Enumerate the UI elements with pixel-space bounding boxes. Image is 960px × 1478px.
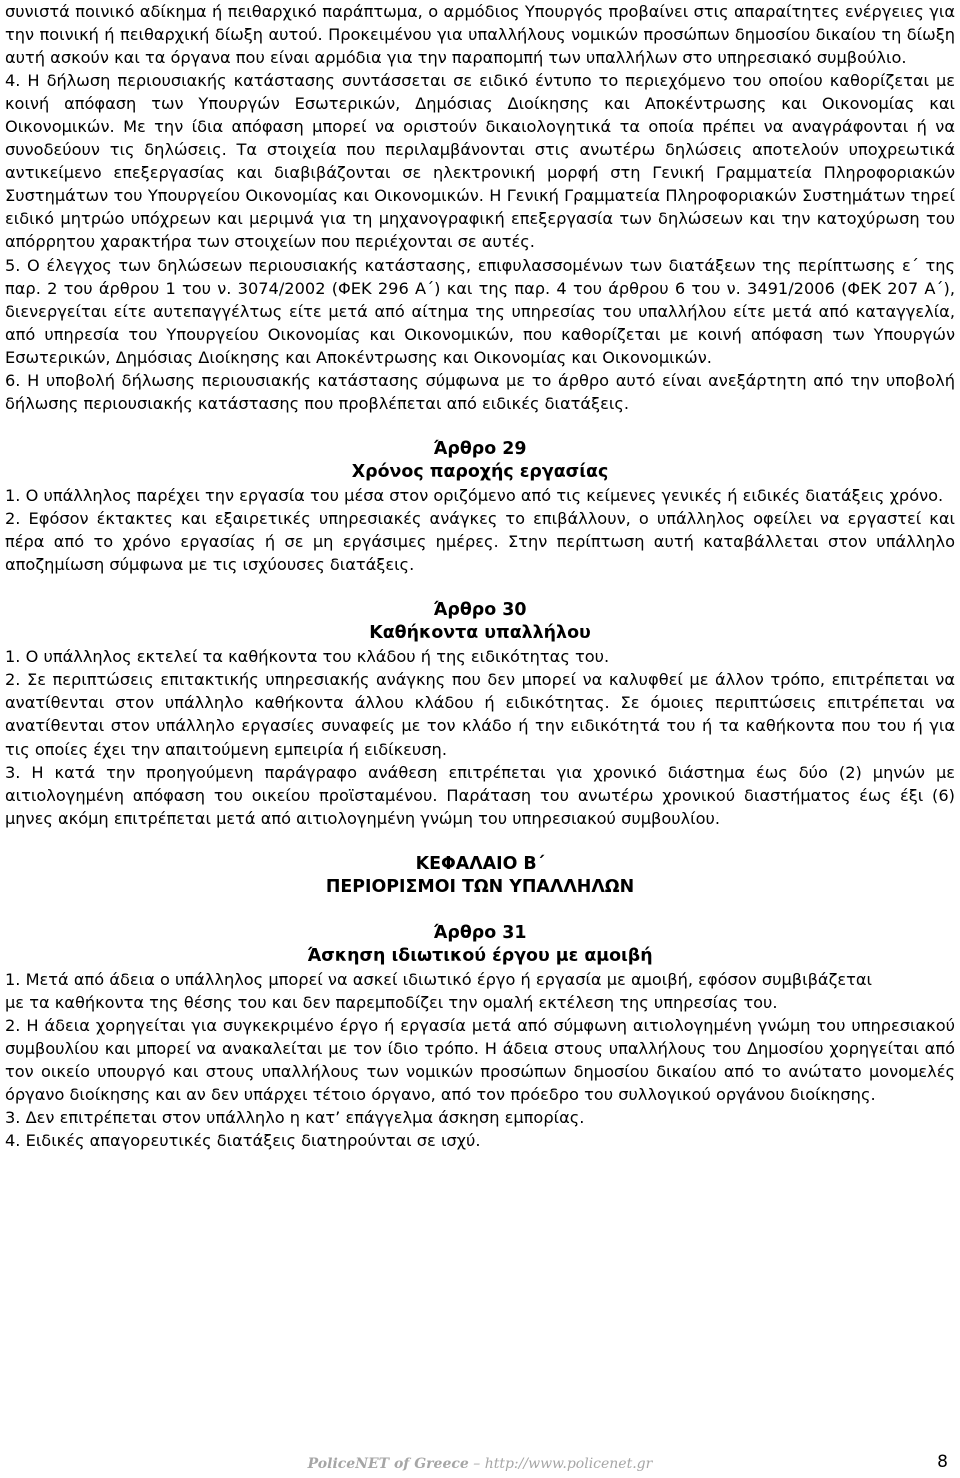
article-31-paragraph-1a: 1. Μετά από άδεια ο υπάλληλος μπορεί να ασκεί ιδιωτικό έργο ή εργασία με αμοιβή, εφόσον συμβιβάζεται	[5, 969, 873, 989]
article-31-paragraph-3: 3. Δεν επιτρέπεται στον υπάλληλο η κατ’ επάγγελμα άσκηση εμπορίας.	[5, 1108, 585, 1128]
paragraph-4: 4. Η δήλωση περιουσιακής κατάστασης συντάσσεται σε ειδικό έντυπο το περιεχόμενο του οποίου καθορίζεται με κοινή απόφαση των Υπουργών Εσωτερικών, Δημόσιας Διοίκησης και Αποκέντρωσης και Οικονομίας και Οικονομικών. Με την ίδια απόφαση μπορεί να οριστούν δικαιολογητικά τα οποία πρέπει να αναγράφονται ή να συνοδεύουν τις δηλώσεις. Τα στοιχεία που περιλαμβάνονται στις ανωτέρω δηλώσεις αποτελούν υποχρεωτικά αντικείμενο επεξεργασίας και διαβιβάζονται σε ηλεκτρονική μορφή στη Γενική Γραμματεία Πληροφοριακών Συστημάτων του Υπουργείου Οικονομίας και Οικονομικών. Η Γενική Γραμματεία Πληροφοριακών Συστημάτων τηρεί ειδικό μητρώο υπόχρεων και μεριμνά για τη μηχανογραφική επεξεργασία των δηλώσεων και την κατοχύρωση του απόρρητου χαρακτήρα των στοιχείων που περιέχονται σε αυτές.	[5, 71, 955, 252]
article-30-paragraph-2: 2. Σε περιπτώσεις επιτακτικής υπηρεσιακής ανάγκης που δεν μπορεί να καλυφθεί με άλλον τρόπο, επιτρέπεται να ανατίθενται στον υπάλληλο καθήκοντα άλλου κλάδου ή ειδικότητας. Σε όμοιες περιπτώσεις επιτρέπεται να ανατίθενται στον υπάλληλο εργασίες συναφείς με τον κλάδο ή την ειδικότητά του ή τα καθήκοντα που του ή για τις οποίες έχει την απαιτούμενη εμπειρία ή ειδίκευση.	[5, 670, 955, 759]
article-31-number: Άρθρο 31	[433, 922, 527, 943]
footer-site-name: PoliceNET of Greece	[307, 1456, 469, 1472]
article-29-paragraph-1: 1. Ο υπάλληλος παρέχει την εργασία του μέσα στον οριζόμενο από τις κείμενες γενικές ή ειδικές διατάξεις χρόνο.	[5, 485, 944, 505]
article-30-title: Καθήκοντα υπαλλήλου	[369, 623, 591, 644]
chapter-number: ΚΕΦΑΛΑΙΟ Β΄	[415, 853, 545, 874]
page-number: 8	[937, 1452, 948, 1472]
article-30-paragraph-3: 3. Η κατά την προηγούμενη παράγραφο ανάθεση επιτρέπεται για χρονικό διάστημα έως δύο (2) μηνών με αιτιολογημένη απόφαση του οικείου προϊσταμένου. Παράταση του ανωτέρω χρονικού διαστήματος έως έξι (6) μηνες ακόμη επιτρέπεται μετά από αιτιολογημένη γνώμη του υπηρεσιακού συμβουλίου.	[5, 762, 955, 828]
paragraph-5: 5. Ο έλεγχος των δηλώσεων περιουσιακής κατάστασης, επιφυλασσομένων των διατάξεων της περίπτωσης ε΄ της παρ. 2 του άρθρου 1 του ν. 3074/2002 (ΦΕΚ 296 Α΄) και της παρ. 4 του άρθρου 6 του ν. 3491/2006 (ΦΕΚ 207 Α΄), διενεργείται είτε αυτεπαγγέλτως είτε μετά από αίτημα της υπηρεσίας του υπαλλήλου είτε μετά από καταγγελία, από υπηρεσία του Υπουργείου Οικονομίας και Οικονομικών, που καθορίζεται με κοινή απόφαση των Υπουργών Εσωτερικών, Δημόσιας Διοίκησης και Αποκέντρωσης και Οικονομίας και Οικονομικών.	[5, 255, 955, 367]
article-31-title: Άσκηση ιδιωτικού έργου με αμοιβή	[307, 945, 653, 966]
article-31-paragraph-1b: με τα καθήκοντα της θέσης του και δεν παρεμποδίζει την ομαλή εκτέλεση της υπηρεσίας του.	[5, 993, 778, 1013]
footer-separator: –	[468, 1456, 485, 1472]
article-31-paragraph-2: 2. Η άδεια χορηγείται για συγκεκριμένο έργο ή εργασία μετά από σύμφωνη αιτιολογημένη γνώμη του υπηρεσιακού συμβουλίου και μπορεί να ανακαλείται με τον ίδιο τρόπο. Η άδεια στους υπαλλήλους του Δημοσίου χορηγείται από τον οικείο υπουργό και στους υπαλλήλους των νομικών προσώπων δημοσίου δικαίου από το ανώτατο μονομελές όργανο διοίκησης και αν δεν υπάρχει τέτοιο όργανο, από τον πρόεδρο του συλλογικού οργάνου διοίκησης.	[5, 1016, 955, 1105]
footer-url[interactable]: http://www.policenet.gr	[484, 1456, 653, 1472]
article-29-paragraph-2: 2. Εφόσον έκτακτες και εξαιρετικές υπηρεσιακές ανάγκες το επιβάλλουν, ο υπάλληλος οφείλει να εργαστεί και πέρα από το χρόνο εργασίας ή σε μη εργάσιμες ημέρες. Στην περίπτωση αυτή καταβάλλεται στον υπάλληλο αποζημίωση σύμφωνα με τις ισχύουσες διατάξεις.	[5, 509, 955, 575]
article-30-paragraph-1: 1. Ο υπάλληλος εκτελεί τα καθήκοντα του κλάδου ή της ειδικότητας του.	[5, 647, 610, 667]
footer-credit	[0, 1455, 960, 1473]
blank-line	[5, 830, 955, 853]
article-30-number: Άρθρο 30	[433, 600, 527, 621]
paragraph-continuation: συνιστά ποινικό αδίκημα ή πειθαρχικό παράπτωμα, ο αρμόδιος Υπουργός προβαίνει στις απαραίτητες ενέργειες για την ποινική ή πειθαρχική δίωξη αυτού. Προκειμένου για υπαλλήλους νομικών προσώπων δημοσίου δικαίου τη δίωξη αυτή ασκούν και τα όργανα που είναι αρμόδια για την παραπομπή των υπαλλήλων στο υπηρεσιακό συμβούλιο.	[5, 2, 955, 68]
article-29-title: Χρόνος παροχής εργασίας	[351, 461, 609, 482]
chapter-title: ΠΕΡΙΟΡΙΣΜΟΙ ΤΩΝ ΥΠΑΛΛΗΛΩΝ	[325, 876, 635, 897]
blank-line	[5, 576, 955, 599]
document-body	[5, 0, 955, 1152]
blank-line	[5, 415, 955, 438]
blank-line	[5, 899, 955, 922]
article-29-number: Άρθρο 29	[433, 438, 527, 459]
paragraph-6: 6. Η υποβολή δήλωσης περιουσιακής κατάστασης σύμφωνα με το άρθρο αυτό είναι ανεξάρτητη από την υποβολή δήλωσης περιουσιακής κατάστασης που προβλέπεται από ειδικές διατάξεις.	[5, 370, 955, 413]
article-31-paragraph-4: 4. Ειδικές απαγορευτικές διατάξεις διατηρούνται σε ισχύ.	[5, 1131, 481, 1151]
